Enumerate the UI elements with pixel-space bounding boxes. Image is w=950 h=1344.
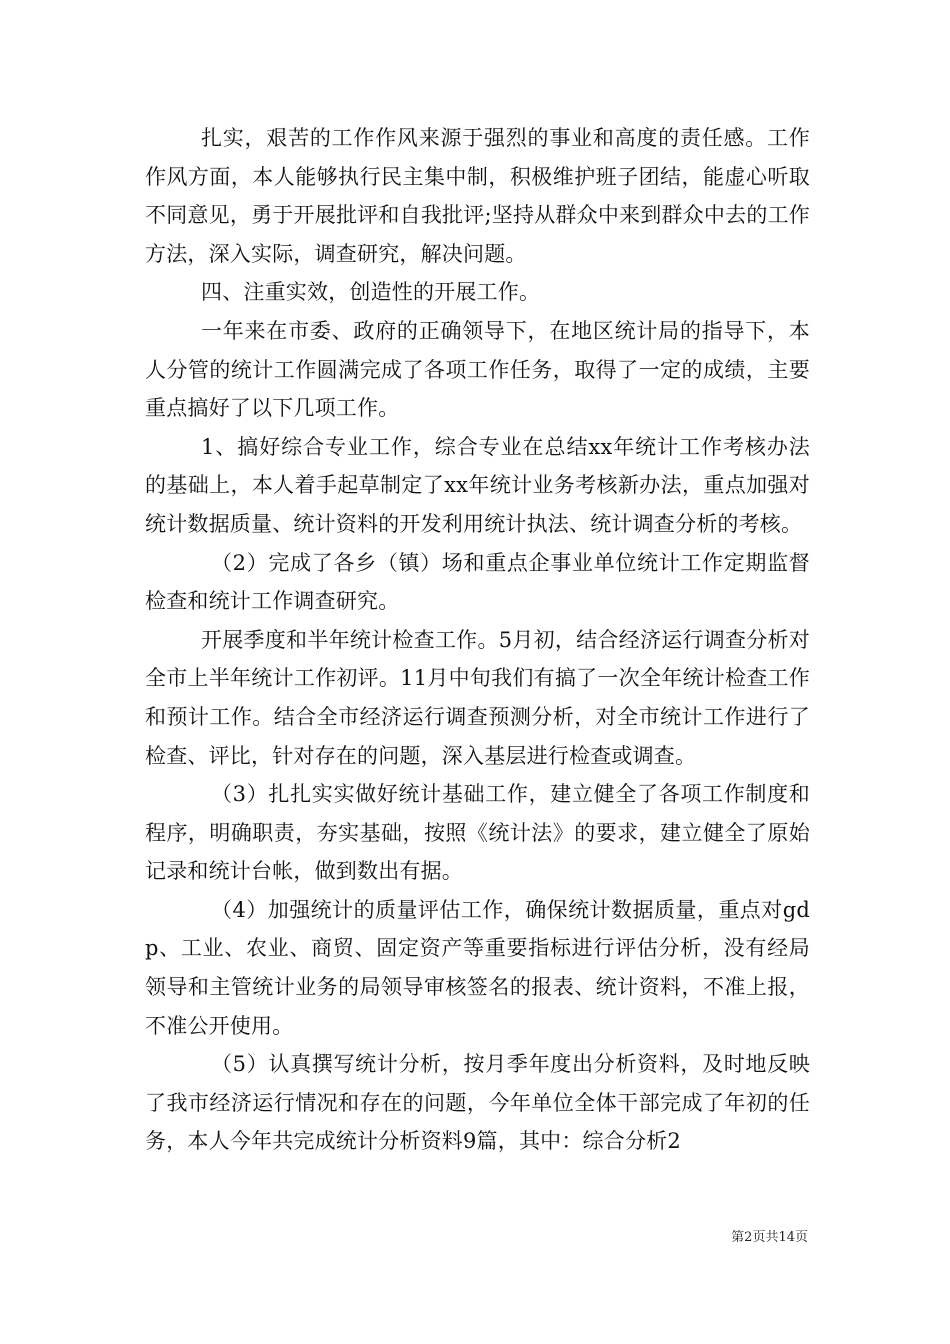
paragraph: （4）加强统计的质量评估工作，确保统计数据质量，重点对gdp、工业、农业、商贸、固定资产等重要指标进行评估分析，没有经局领导和主管统计业务的局领导审核签名的报表、统计资料，不准上报，不准公开使用。: [145, 897, 810, 1038]
page-number: 第2页共14页: [731, 1230, 808, 1245]
paragraph: （5）认真撰写统计分析，按月季年度出分析资料，及时地反映了我市经济运行情况和存在的问题，今年单位全体干部完成了年初的任务，本人今年共完成统计分析资料9篇，其中：综合分析2: [145, 1052, 810, 1154]
paragraph: 开展季度和半年统计检查工作。5月初，结合经济运行调查分析对全市上半年统计工作初评。11月中旬我们有搞了一次全年统计检查工作和预计工作。结合全市经济运行调查预测分析，对全市统计工作进行了检查、评比，针对存在的问题，深入基层进行检查或调查。: [145, 627, 810, 768]
paragraph: 四、注重实效，创造性的开展工作。: [201, 280, 541, 305]
paragraph: （3）扎扎实实做好统计基础工作，建立健全了各项工作制度和程序，明确职责，夯实基础，按照《统计法》的要求，建立健全了原始记录和统计台帐，做到数出有据。: [145, 782, 810, 884]
paragraph: 一年来在市委、政府的正确领导下，在地区统计局的指导下，本人分管的统计工作圆满完成了各项工作任务，取得了一定的成绩，主要重点搞好了以下几项工作。: [145, 318, 810, 421]
paragraph: 1、搞好综合专业工作，综合专业在总结xx年统计工作考核办法的基础上，本人着手起草制定了xx年统计业务考核新办法，重点加强对统计数据质量、统计资料的开发利用统计执法、统计调查分析的考核。: [145, 434, 810, 536]
document-body: [145, 119, 810, 1161]
paragraph: 扎实，艰苦的工作作风来源于强烈的事业和高度的责任感。工作作风方面，本人能够执行民主集中制，积极维护班子团结，能虚心听取不同意见，勇于开展批评和自我批评;坚持从群众中来到群众中去的工作方法，深入实际，调查研究，解决问题。: [145, 126, 810, 266]
paragraph: （2）完成了各乡（镇）场和重点企事业单位统计工作定期监督检查和统计工作调查研究。: [145, 550, 810, 614]
